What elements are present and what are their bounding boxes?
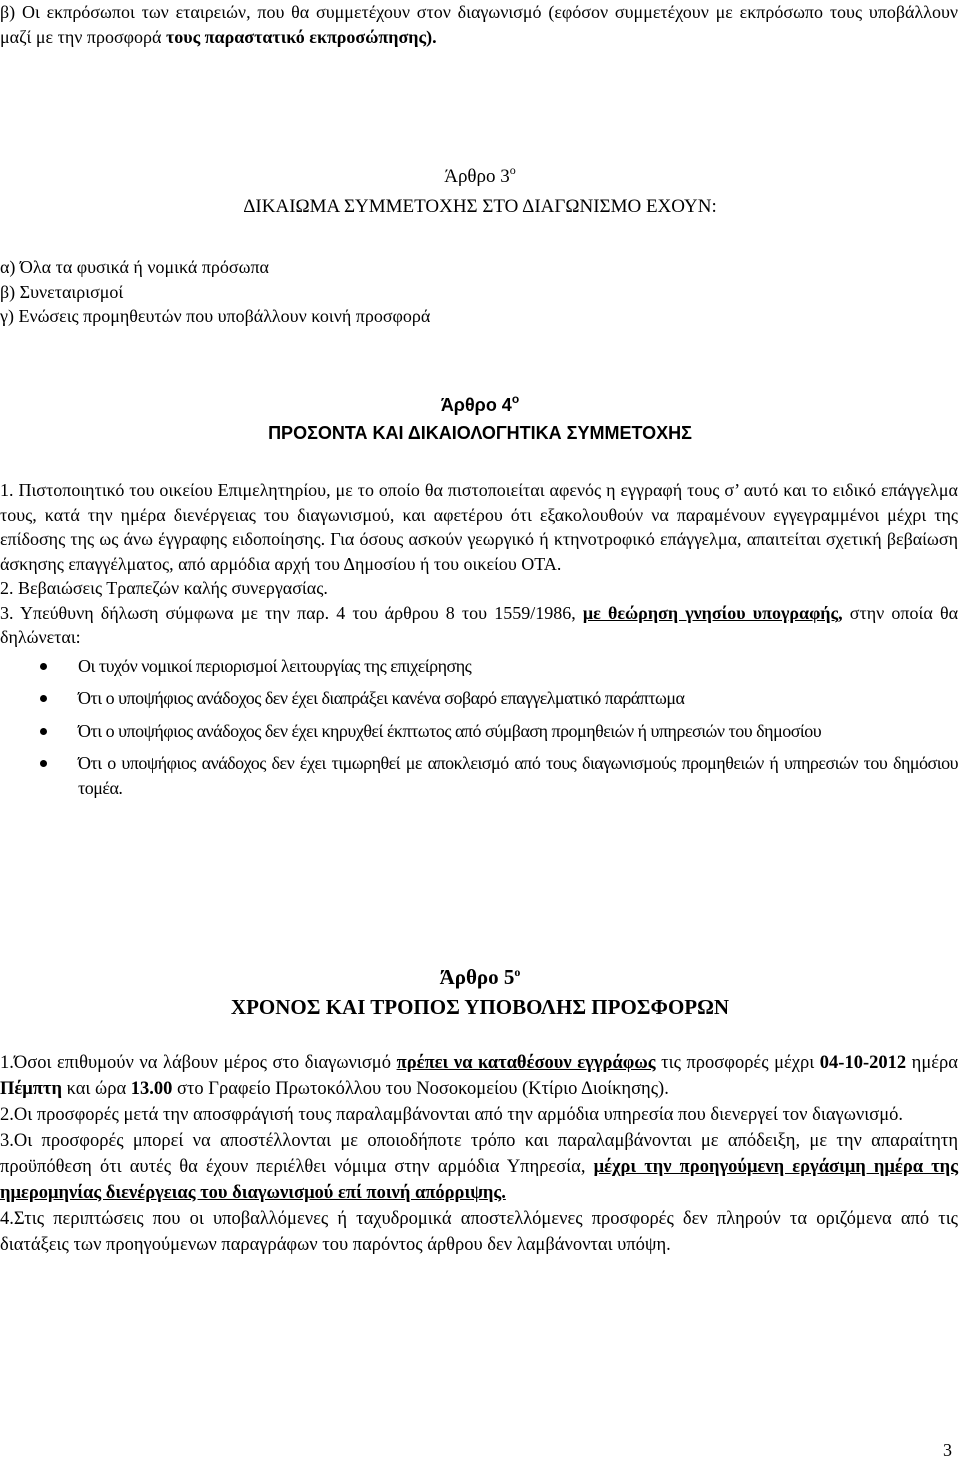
bullet-icon: [40, 663, 47, 670]
article-4-subtitle: ΠΡΟΣΟΝΤΑ ΚΑΙ ΔΙΚΑΙΟΛΟΓΗΤΙΚΑ ΣΥΜΜΕΤΟΧΗΣ: [268, 423, 692, 443]
article-5-paragraph-2: 2.Οι προσφορές μετά την αποσφράγισή τους παραλαμβάνονται από την αρμόδια υπηρεσία που διενεργεί τον διαγωνισμό.: [0, 1105, 903, 1125]
article-5-paragraph-4: 4.Στις περιπτώσεις που οι υποβαλλόμενες ή ταχυδρομικά αποστελλόμενες προσφορές δεν πληρούν τα οριζόμενα από τις διατάξεις των προηγούμενων παραγράφων του παρόντος άρθρου δεν λαμβάνονται υπόψη.: [0, 1209, 958, 1255]
article-5-body: [0, 1050, 958, 1258]
list-item: β) Συνεταιρισμοί: [0, 281, 124, 302]
article-3-title: Άρθρο $3^o$: [444, 163, 516, 187]
article-5-paragraph-3: 3.Οι προσφορές μπορεί να αποστέλλονται με οποιοδήποτε τρόπο και παραλαμβάνονται με απόδειξη, με την απαραίτητη προϋπόθεση ότι αυτές θα έχουν περιέλθει νόμιμα στην αρμόδια Υπηρεσία, μέχρι την προηγούμενη εργάσιμη ημέρα της ημερομηνίας διενέργειας του διαγωνισμού επί ποινή απόρριψης.: [0, 1131, 958, 1203]
article-4-heading: [0, 392, 960, 446]
bullet-icon: [40, 728, 47, 735]
article-5-title: Άρθρο $5^o$: [439, 965, 521, 989]
intro-paragraph: [0, 0, 958, 49]
article-5-heading: [0, 962, 960, 1022]
article-4-title: Άρθρο $4^o$: [440, 392, 520, 415]
list-item: Ότι ο υποψήφιος ανάδοχος δεν έχει κηρυχθεί έκπτωτος από σύμβαση προμηθειών ή υπηρεσιών του δημοσίου: [0, 719, 958, 744]
article-5-paragraph-1: 1.Όσοι επιθυμούν να λάβουν μέρος στο διαγωνισμό πρέπει να καταθέσουν εγγράφως τις προσφορές μέχρι 04-10-2012 ημέρα Πέμπτη και ώρα 13.00 στο Γραφείο Πρωτοκόλλου του Νοσοκομείου (Κτίριο Διοίκησης).: [0, 1053, 958, 1099]
bullet-icon: [40, 695, 47, 702]
article-5-subtitle: ΧΡΟΝΟΣ ΚΑΙ ΤΡΟΠΟΣ ΥΠΟΒΟΛΗΣ ΠΡΟΣΦΟΡΩΝ: [230, 995, 730, 1019]
article-4-paragraph-3: 3. Υπεύθυνη δήλωση σύμφωνα με την παρ. 4 του άρθρου 8 του 1559/1986, με θεώρηση γνησίου υπογραφής, στην οποία θα δηλώνεται:: [0, 602, 958, 647]
page-number: 3: [943, 1440, 952, 1460]
article-4-body: [0, 478, 958, 800]
list-item: γ) Ενώσεις προμηθευτών που υποβάλλουν κοινή προσφορά: [0, 306, 431, 326]
underlined-phrase: μέχρι την προηγούμενη εργάσιμη ημέρα της ημερομηνίας διενέργειας του διαγωνισμού επί ποινή απόρριψης.: [0, 1157, 958, 1203]
list-item: Ότι ο υποψήφιος ανάδοχος δεν έχει διαπράξει κανένα σοβαρό επαγγελματικό παράπτωμα: [0, 686, 958, 711]
intro-text: β) Οι εκπρόσωποι των εταιρειών, που θα συμμετέχουν στον διαγωνισμό (εφόσον συμμετέχουν με εκπρόσωπο τους υποβάλλουν μαζί με την προσφορά: [0, 2, 958, 47]
list-item: α) Όλα τα φυσικά ή νομικά πρόσωπα: [0, 257, 269, 277]
bullet-icon: [40, 760, 47, 767]
list-item: Οι τυχόν νομικοί περιορισμοί λειτουργίας της επιχείρησης: [0, 654, 958, 679]
article-3-list: [0, 255, 960, 329]
article-3-heading: [0, 164, 960, 220]
intro-bold-text: τους παραστατικό εκπροσώπησης).: [165, 26, 437, 47]
declaration-bullets: [0, 654, 958, 801]
article-4-paragraph-2: 2. Βεβαιώσεις Τραπεζών καλής συνεργασίας.: [0, 578, 328, 598]
underlined-phrase: με θεώρηση γνησίου υπογραφής,: [582, 602, 843, 623]
list-item: Ότι ο υποψήφιος ανάδοχος δεν έχει τιμωρηθεί με αποκλεισμό από τους διαγωνισμούς προμηθειών ή υπηρεσιών του δημόσιου τομέα.: [0, 751, 958, 800]
article-3-subtitle: ΔΙΚΑΙΩΜΑ ΣΥΜΜΕΤΟΧΗΣ ΣΤΟ ΔΙΑΓΩΝΙΣΜΟ ΕΧΟΥΝ:: [243, 196, 717, 217]
article-4-paragraph-1: 1. Πιστοποιητικό του οικείου Επιμελητηρίου, με το οποίο θα πιστοποιείται αφενός η εγγραφή τους σ’ αυτό και το ειδικό επάγγελμα τους, κατά την ημέρα διενέργειας του διαγωνισμού, και αφετέρου ότι εξακολουθούν να παραμένουν εγγεγραμμένοι μέχρι της επίδοσης της ως άνω έγγραφης ειδοποίησης. Για όσους ασκούν γεωργικό ή κτηνοτροφικό επάγγελμα, απαιτείται σχετική βεβαίωση άσκησης επαγγέλματος, από αρμόδια αρχή του Δημοσίου ή του οικείου ΟΤΑ.: [0, 480, 958, 574]
